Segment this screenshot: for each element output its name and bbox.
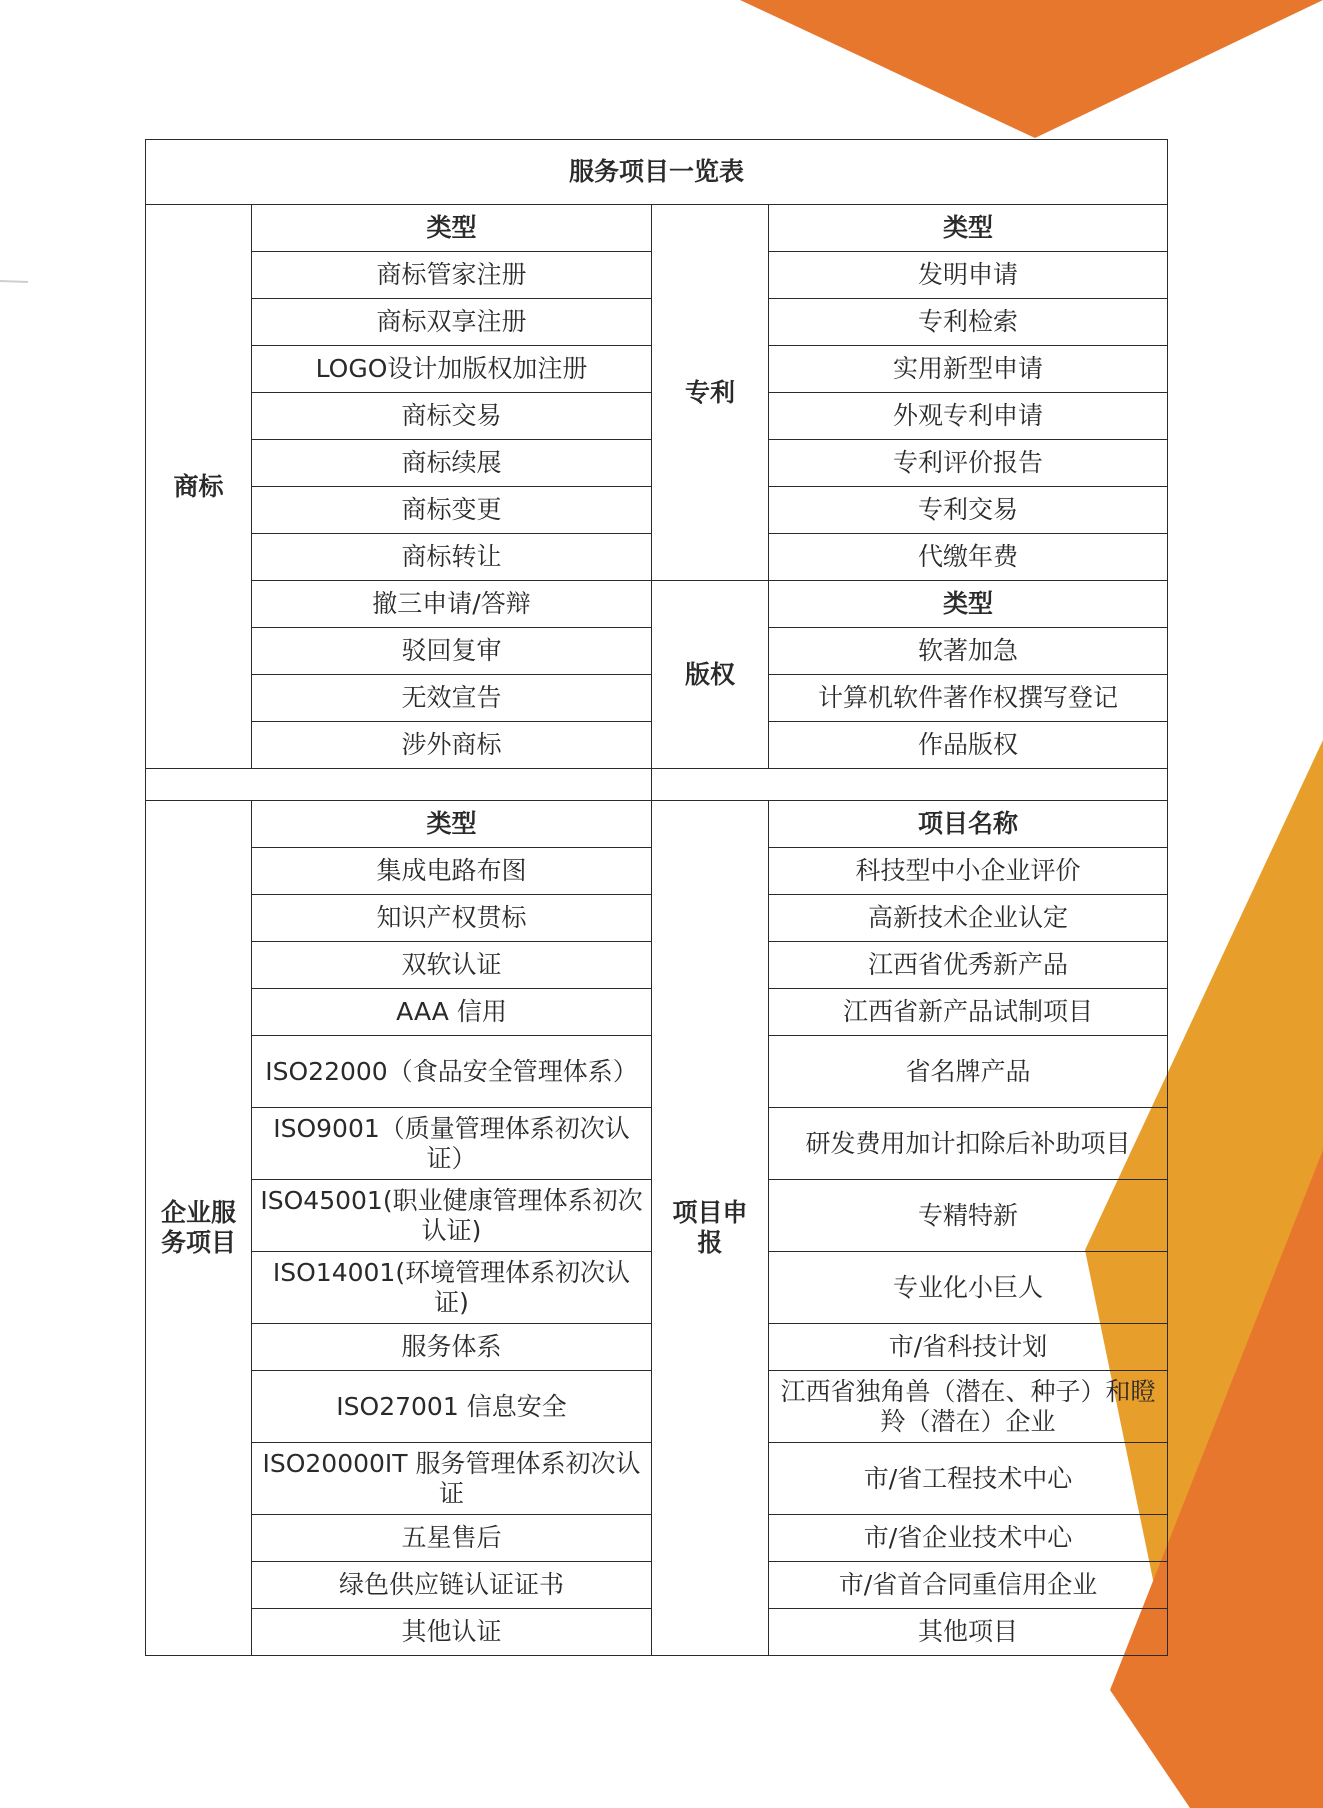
enterprise-item: 服务体系: [252, 1324, 652, 1371]
patent-item: 代缴年费: [769, 534, 1168, 581]
category-enterprise-services: [146, 801, 252, 1656]
patent-item: 外观专利申请: [769, 393, 1168, 440]
enterprise-item: AAA 信用: [252, 989, 652, 1036]
spacer-cell: [652, 769, 1168, 801]
project-item: 省名牌产品: [769, 1036, 1168, 1108]
project-item: 江西省新产品试制项目: [769, 989, 1168, 1036]
project-item: 专精特新: [769, 1180, 1168, 1252]
project-name-header: 项目名称: [769, 801, 1168, 848]
copyright-type-header: 类型: [769, 581, 1168, 628]
enterprise-item: ISO22000（食品安全管理体系）: [252, 1036, 652, 1108]
trademark-item: 涉外商标: [252, 722, 652, 769]
project-item: 市/省企业技术中心: [769, 1515, 1168, 1562]
trademark-item: 商标续展: [252, 440, 652, 487]
category-trademark: 商标: [146, 205, 252, 769]
project-item: 市/省工程技术中心: [769, 1443, 1168, 1515]
category-line: 项目申: [672, 1198, 748, 1227]
enterprise-item: ISO45001(职业健康管理体系初次认证): [252, 1180, 652, 1252]
copyright-item: 计算机软件著作权撰写登记: [769, 675, 1168, 722]
copyright-item: 作品版权: [769, 722, 1168, 769]
enterprise-item: ISO27001 信息安全: [252, 1371, 652, 1443]
section-spacer: [146, 769, 1168, 801]
top-orange-triangle: [740, 0, 1323, 138]
project-item: 江西省独角兽（潜在、种子）和瞪羚（潜在）企业: [769, 1371, 1168, 1443]
enterprise-item: 五星售后: [252, 1515, 652, 1562]
trademark-item: 商标转让: [252, 534, 652, 581]
enterprise-item: ISO14001(环境管理体系初次认证): [252, 1252, 652, 1324]
patent-item: 专利检索: [769, 299, 1168, 346]
patent-type-header: 类型: [769, 205, 1168, 252]
enterprise-item: 其他认证: [252, 1609, 652, 1656]
spacer-cell: [146, 769, 652, 801]
trademark-item: LOGO设计加版权加注册: [252, 346, 652, 393]
project-item: 其他项目: [769, 1609, 1168, 1656]
enterprise-item: 知识产权贯标: [252, 895, 652, 942]
patent-item: 专利交易: [769, 487, 1168, 534]
category-line: 务项目: [160, 1228, 236, 1257]
patent-item: 专利评价报告: [769, 440, 1168, 487]
enterprise-item: 集成电路布图: [252, 848, 652, 895]
trademark-item: 商标管家注册: [252, 252, 652, 299]
category-project-application: [652, 801, 769, 1656]
trademark-item: 商标交易: [252, 393, 652, 440]
enterprise-item: ISO9001（质量管理体系初次认证）: [252, 1108, 652, 1180]
project-item: 研发费用加计扣除后补助项目: [769, 1108, 1168, 1180]
copyright-item: 软著加急: [769, 628, 1168, 675]
trademark-item: 无效宣告: [252, 675, 652, 722]
project-item: 市/省科技计划: [769, 1324, 1168, 1371]
trademark-item: 撤三申请/答辩: [252, 581, 652, 628]
category-line: 企业服: [160, 1198, 236, 1227]
enterprise-item: 绿色供应链认证证书: [252, 1562, 652, 1609]
trademark-item: 商标变更: [252, 487, 652, 534]
enterprise-item: 双软认证: [252, 942, 652, 989]
category-patent: 专利: [652, 205, 769, 581]
category-copyright: 版权: [652, 581, 769, 769]
left-edge-mark: [0, 281, 28, 282]
trademark-type-header: 类型: [252, 205, 652, 252]
project-item: 高新技术企业认定: [769, 895, 1168, 942]
trademark-item: 商标双享注册: [252, 299, 652, 346]
project-item: 专业化小巨人: [769, 1252, 1168, 1324]
project-item: 市/省首合同重信用企业: [769, 1562, 1168, 1609]
patent-item: 发明申请: [769, 252, 1168, 299]
enterprise-item: ISO20000IT 服务管理体系初次认证: [252, 1443, 652, 1515]
service-table: [145, 139, 1168, 1656]
project-item: 科技型中小企业评价: [769, 848, 1168, 895]
patent-item: 实用新型申请: [769, 346, 1168, 393]
project-item: 江西省优秀新产品: [769, 942, 1168, 989]
enterprise-type-header: 类型: [252, 801, 652, 848]
table-title: 服务项目一览表: [146, 140, 1168, 205]
trademark-item: 驳回复审: [252, 628, 652, 675]
category-line: 报: [697, 1228, 723, 1257]
